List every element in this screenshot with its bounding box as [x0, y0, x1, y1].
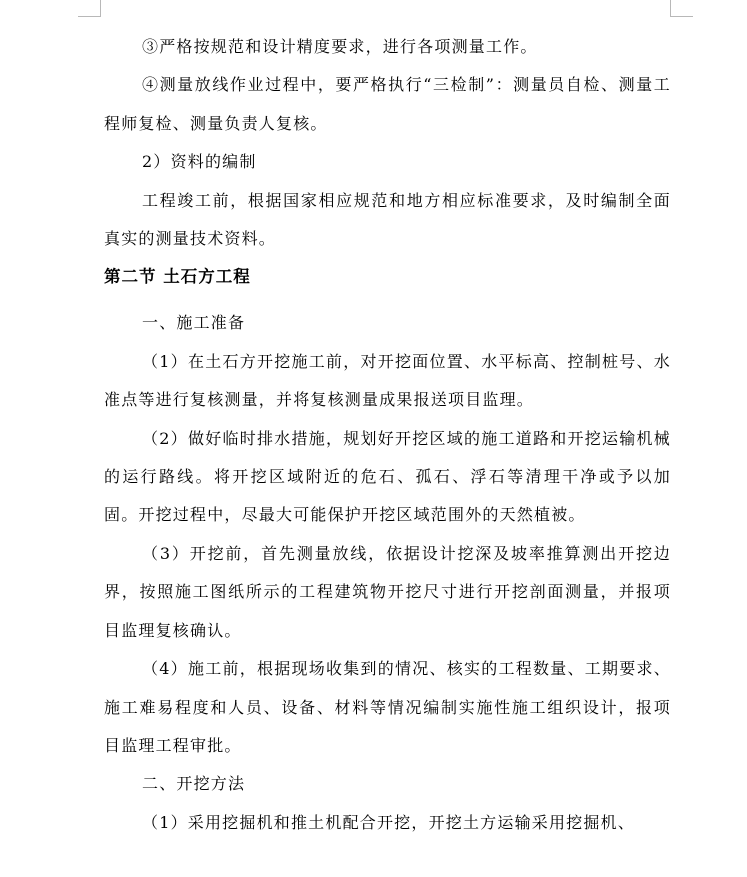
paragraph-preparation-item-2: （2）做好临时排水措施，规划好开挖区域的施工道路和开挖运输机械的运行路线。将开挖区域附近的危石、孤石、浮石等清理干净或予以加固。开挖过程中，尽最大可能保护开挖区域范围外的天然植被。 [104, 428, 671, 525]
paragraph-survey-documents: 工程竣工前，根据国家相应规范和地方相应标准要求，及时编制全面真实的测量技术资料。 [104, 190, 671, 249]
subheading-data-compilation: 2）资料的编制 [142, 152, 257, 172]
heading-spacing [104, 296, 671, 304]
paragraph-excavation-item-1: （1）采用挖掘机和推土机配合开挖，开挖土方运输采用挖掘机、 [142, 812, 635, 832]
page-corner-mark-left [78, 0, 101, 17]
paragraph-three-checks: ④测量放线作业过程中，要严格执行“三检制”：测量员自检、测量工程师复检、测量负责人复核。 [104, 75, 671, 133]
subheading-construction-preparation: 一、施工准备 [142, 313, 246, 333]
paragraph-survey-precision: ③严格按规范和设计精度要求，进行各项测量工作。 [142, 37, 538, 56]
paragraph-preparation-item-4: （4）施工前，根据现场收集到的情况、核实的工程数量、工期要求、施工难易程度和人员、设备、材料等情况编制实施性施工组织设计，报项目监理工程审批。 [104, 659, 671, 755]
page-corner-mark-right [670, 0, 693, 17]
section-heading: 第二节 土石方工程 [104, 267, 251, 287]
paragraph-preparation-item-3: （3）开挖前，首先测量放线，依据设计挖深及坡率推算测出开挖边界，按照施工图纸所示的工程建筑物开挖尺寸进行开挖剖面测量，并报项目监理复核确认。 [104, 543, 671, 640]
subheading-excavation-method: 二、开挖方法 [142, 774, 246, 794]
paragraph-preparation-item-1: （1）在土石方开挖施工前，对开挖面位置、水平标高、控制桩号、水准点等进行复核测量，并将复核测量成果报送项目监理。 [104, 351, 671, 410]
page-body [104, 28, 671, 842]
